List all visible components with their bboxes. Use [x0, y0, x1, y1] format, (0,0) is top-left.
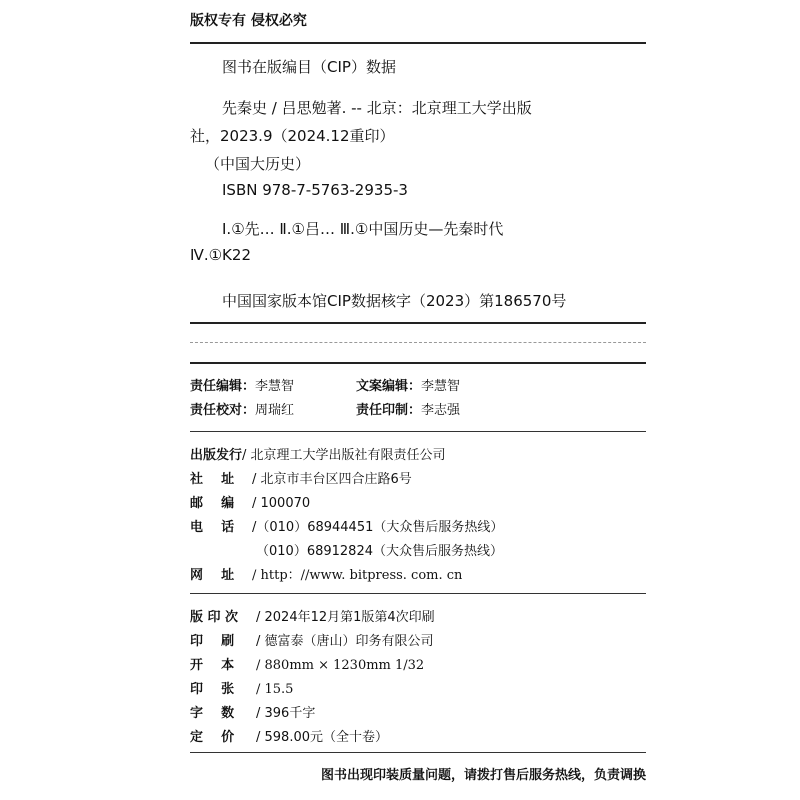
cip-bottom-rule — [190, 322, 646, 324]
address-label: 社 址 — [190, 472, 235, 487]
publisher-label: 出版发行 — [190, 448, 243, 463]
editor-value: 李慧智 — [255, 379, 295, 394]
cip-title: 图书在版编目（CIP）数据 — [222, 58, 396, 76]
printer-label: 印 刷 — [190, 634, 235, 649]
cip-line-2: 社，2023.9（2024.12重印） — [190, 127, 395, 145]
phone-value-1: /（010）68944451（大众售后服务热线） — [252, 520, 504, 535]
rights-notice: 版权专有 侵权必究 — [190, 13, 307, 29]
edition-top-rule — [190, 593, 646, 594]
postcode-label: 邮 编 — [190, 496, 235, 511]
phone-value-2: （010）68912824（大众售后服务热线） — [256, 544, 503, 559]
price-label: 定 价 — [190, 730, 235, 745]
printing-label: 责任印制： — [356, 403, 422, 418]
proofreader-value: 周瑞红 — [255, 403, 295, 418]
cip-line-1: 先秦史 / 吕思勉著. -- 北京：北京理工大学出版 — [222, 99, 532, 117]
printer-value: / 德富泰（唐山）印务有限公司 — [256, 634, 434, 649]
cip-classification-2: Ⅳ.①K22 — [190, 246, 251, 264]
copy-editor-value: 李慧智 — [421, 379, 461, 394]
staff-top-rule — [190, 362, 646, 364]
price-value: / 598.00元（全十卷） — [256, 730, 388, 745]
website-value: / http：//www. bitpress. com. cn — [252, 568, 463, 583]
dashed-rule — [190, 342, 646, 343]
format-value: / 880mm × 1230mm 1/32 — [256, 658, 425, 673]
words-value: / 396千字 — [256, 706, 316, 721]
cip-classification-1: Ⅰ.①先… Ⅱ.①吕… Ⅲ.①中国历史—先秦时代 — [222, 220, 504, 238]
phone-label: 电 话 — [190, 520, 235, 535]
proofreader-label: 责任校对： — [190, 403, 256, 418]
cip-series: （中国大历史） — [205, 155, 311, 173]
address-value: / 北京市丰台区四合庄路6号 — [252, 472, 412, 487]
format-label: 开 本 — [190, 658, 235, 673]
edition-value: / 2024年12月第1版第4次印刷 — [256, 610, 435, 625]
edition-label: 版 印 次 — [190, 610, 239, 625]
footer-rule — [190, 752, 646, 753]
cip-isbn: ISBN 978-7-5763-2935-3 — [222, 181, 408, 199]
sheets-value: / 15.5 — [256, 682, 294, 697]
printing-value: 李志强 — [421, 403, 461, 418]
top-rule — [190, 42, 646, 44]
cip-record-number: 中国国家版本馆CIP数据核字（2023）第186570号 — [222, 292, 567, 310]
publisher-value: / 北京理工大学出版社有限责任公司 — [242, 448, 446, 463]
quality-notice: 图书出现印装质量问题，请拨打售后服务热线，负责调换 — [320, 768, 646, 783]
website-label: 网 址 — [190, 568, 235, 583]
publisher-top-rule — [190, 431, 646, 432]
copy-editor-label: 文案编辑： — [356, 379, 422, 394]
postcode-value: / 100070 — [252, 496, 311, 511]
words-label: 字 数 — [190, 706, 235, 721]
editor-label: 责任编辑： — [190, 379, 256, 394]
sheets-label: 印 张 — [190, 682, 235, 697]
